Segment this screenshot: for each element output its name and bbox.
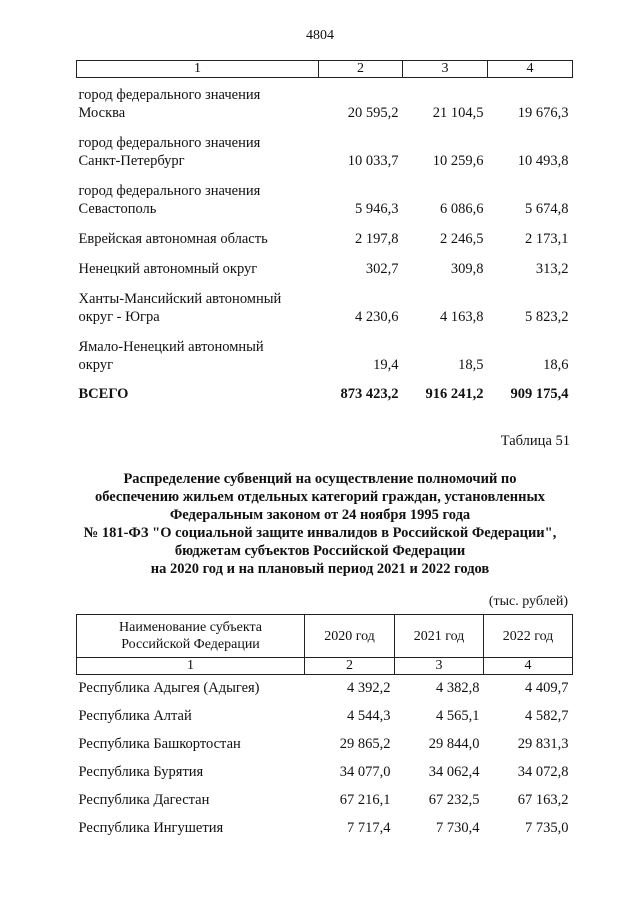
total-2020: 873 423,2: [340, 386, 399, 402]
region-name: город федерального значения Севастополь: [78, 183, 261, 217]
value-2022: 313,2: [535, 261, 569, 277]
value-2020: 302,7: [365, 261, 399, 277]
value-2021: 4 163,8: [440, 309, 484, 325]
table-row: [77, 787, 573, 815]
header-2021: 2021 год: [395, 615, 484, 658]
value-2022: 4 409,7: [525, 680, 569, 696]
value-2020: 67 216,1: [339, 792, 391, 808]
header-2020: 2020 год: [305, 615, 395, 658]
continued-table: [76, 60, 573, 403]
table-row: [77, 78, 573, 129]
value-2022: 10 493,8: [517, 153, 569, 169]
region-name: город федерального значения Санкт-Петербург: [78, 135, 261, 169]
region-name: Республика Алтай: [78, 708, 192, 724]
table-row: [77, 224, 573, 254]
total-2022: 909 175,4: [510, 386, 569, 402]
value-2022: 4 582,7: [525, 708, 569, 724]
region-name: Республика Дагестан: [78, 792, 210, 808]
value-2021: 21 104,5: [432, 105, 484, 121]
value-2022: 67 163,2: [517, 792, 569, 808]
value-2020: 20 595,2: [347, 105, 399, 121]
value-2022: 5 823,2: [525, 309, 569, 325]
col-number: 2: [319, 61, 403, 78]
value-2021: 2 246,5: [440, 231, 484, 247]
region-name: Ямало-Ненецкий автономный округ: [78, 339, 264, 373]
header-2022: 2022 год: [484, 615, 573, 658]
title-line: на 2020 год и на плановый период 2021 и 2022 годов: [150, 561, 490, 577]
title-line: Распределение субвенций на осуществление полномочий по: [123, 471, 517, 487]
value-2021: 29 844,0: [428, 736, 480, 752]
col-number: 3: [403, 61, 488, 78]
value-2020: 5 946,3: [355, 201, 399, 217]
column-number-row: [77, 61, 573, 78]
value-2022: 34 072,8: [517, 764, 569, 780]
title-line: обеспечению жильем отдельных категорий граждан, установленных: [94, 489, 546, 505]
value-2021: 67 232,5: [428, 792, 480, 808]
value-2021: 34 062,4: [428, 764, 480, 780]
region-name: Республика Башкортостан: [78, 736, 241, 752]
value-2022: 2 173,1: [525, 231, 569, 247]
value-2020: 7 717,4: [347, 820, 391, 836]
title-line: бюджетам субъектов Российской Федерации: [174, 543, 466, 559]
title-line: № 181-ФЗ "О социальной защите инвалидов в Российской Федерации",: [83, 525, 557, 541]
value-2020: 10 033,7: [347, 153, 399, 169]
col-number: 4: [484, 658, 573, 675]
col-number: 1: [77, 61, 319, 78]
table-row: [77, 332, 573, 380]
page-number: 4804: [306, 28, 334, 43]
table-row: [77, 703, 573, 731]
region-name: Республика Бурятия: [78, 764, 204, 780]
value-2021: 309,8: [450, 261, 484, 277]
region-name: Республика Адыгея (Адыгея): [78, 680, 260, 696]
region-name: Ненецкий автономный округ: [78, 261, 258, 277]
column-number-row: [77, 658, 573, 675]
table-row: [77, 675, 573, 704]
value-2022: 18,6: [543, 357, 569, 373]
value-2022: 29 831,3: [517, 736, 569, 752]
value-2021: 10 259,6: [432, 153, 484, 169]
value-2021: 4 565,1: [436, 708, 480, 724]
value-2021: 7 730,4: [436, 820, 480, 836]
value-2021: 18,5: [458, 357, 484, 373]
table-row: [77, 759, 573, 787]
table-row: [77, 254, 573, 284]
region-name: город федерального значения Москва: [78, 87, 261, 121]
header-region: Наименование субъекта Российской Федерации: [77, 615, 305, 658]
table-row: [77, 815, 573, 843]
total-2021: 916 241,2: [425, 386, 484, 402]
value-2020: 34 077,0: [339, 764, 391, 780]
table-row: [77, 128, 573, 176]
units-note: (тыс. рублей): [488, 594, 568, 609]
region-name: Республика Ингушетия: [78, 820, 224, 836]
value-2022: 7 735,0: [525, 820, 569, 836]
col-number: 1: [77, 658, 305, 675]
value-2020: 4 544,3: [347, 708, 391, 724]
value-2020: 19,4: [373, 357, 399, 373]
value-2021: 6 086,6: [440, 201, 484, 217]
value-2020: 4 392,2: [347, 680, 391, 696]
subventions-table: [76, 614, 573, 843]
value-2020: 2 197,8: [355, 231, 399, 247]
value-2020: 4 230,6: [355, 309, 399, 325]
total-label: ВСЕГО: [78, 386, 129, 402]
region-name: Еврейская автономная область: [78, 231, 268, 247]
total-row: [77, 380, 573, 403]
value-2022: 19 676,3: [517, 105, 569, 121]
table-row: [77, 731, 573, 759]
col-number: 3: [395, 658, 484, 675]
header-row: [77, 615, 573, 658]
table-row: [77, 176, 573, 224]
table-caption: Таблица 51: [500, 433, 570, 449]
title-line: Федеральным законом от 24 ноября 1995 года: [169, 507, 471, 523]
region-name: Ханты-Мансийский автономный округ - Югра: [78, 291, 282, 325]
table-row: [77, 284, 573, 332]
value-2022: 5 674,8: [525, 201, 569, 217]
value-2021: 4 382,8: [436, 680, 480, 696]
col-number: 4: [488, 61, 573, 78]
value-2020: 29 865,2: [339, 736, 391, 752]
col-number: 2: [305, 658, 395, 675]
table-title: [70, 470, 570, 578]
